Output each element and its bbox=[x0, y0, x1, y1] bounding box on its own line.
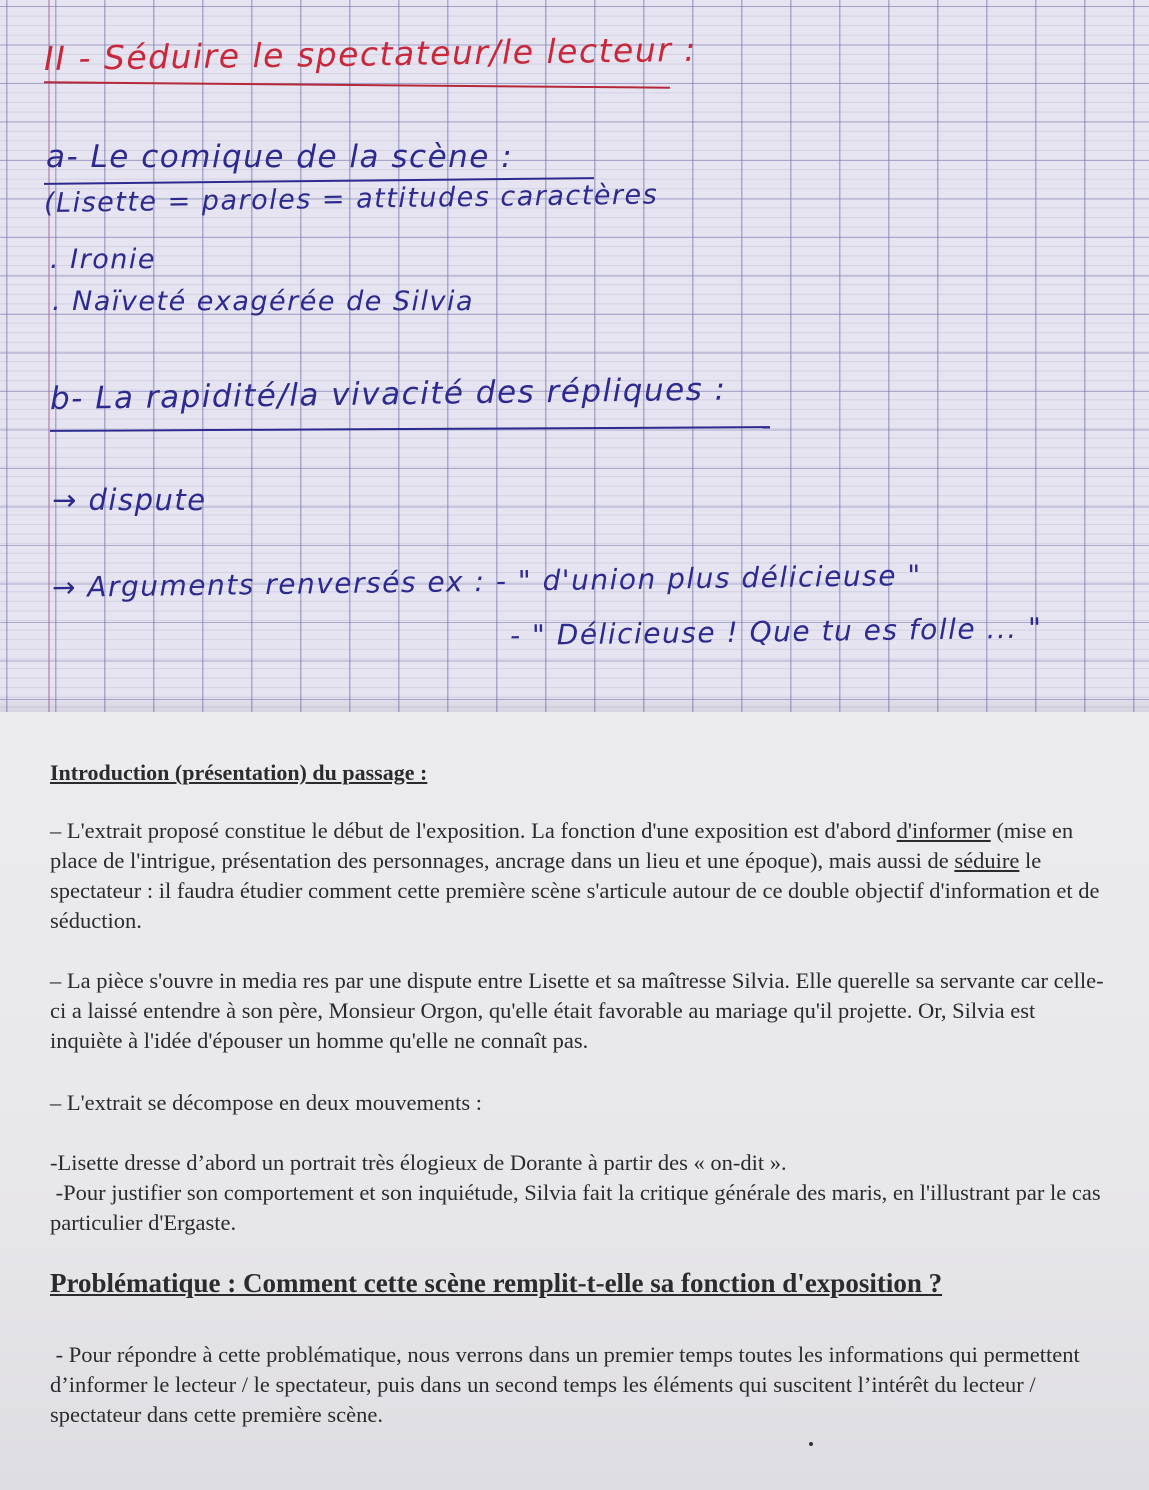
printed-sheet bbox=[0, 712, 1149, 1490]
paragraph-plan: - Pour répondre à cette problématique, nous verrons dans un premier temps toutes les informations qui permettent d’informer le lecteur / le spectateur, puis dans un second temps les éléments qui suscitent l’intérêt du lecteur / spectateur dans cette première scène. bbox=[50, 1342, 1086, 1427]
section-b-underline bbox=[50, 426, 770, 432]
section-a-bullet-ironie: . Ironie bbox=[50, 244, 156, 275]
section-b-item-example: - " Délicieuse ! Que tu es folle ... " bbox=[509, 611, 1043, 652]
paragraph-movements-list bbox=[50, 1148, 1110, 1238]
section-a-line1: (Lisette = paroles = attitudes caractères bbox=[43, 179, 659, 219]
paragraph-exposition bbox=[50, 816, 1110, 936]
section-b-item-arguments: → Arguments renversés ex : - " d'union plus délicieuse " bbox=[51, 558, 922, 604]
section-a-heading: a- Le comique de la scène : bbox=[46, 139, 514, 175]
section-b-item-dispute: → dispute bbox=[52, 483, 207, 517]
paragraph-exposition-part2: (mise en place de l'intrigue, présentation des personnages, ancrage dans un lieu et une époque), mais aussi de bbox=[50, 818, 1074, 873]
notes-title: II - Séduire le spectateur/le lecteur : bbox=[43, 29, 698, 78]
seduire-underlined: séduire bbox=[954, 848, 1020, 873]
paragraph-exposition-part3: le spectateur : il faudra étudier comment cette première scène s'articule autour de ce double objectif d'information et de séduction. bbox=[50, 848, 1100, 933]
section-a-bullet-naivete: . Naïveté exagérée de Silvia bbox=[52, 286, 475, 317]
notebook-page bbox=[0, 0, 1149, 712]
intro-heading: Introduction (présentation) du passage : bbox=[50, 760, 428, 785]
paragraph-mouvements: – L'extrait se décompose en deux mouvements : bbox=[50, 1090, 483, 1115]
margin-line bbox=[48, 0, 50, 712]
paragraph-dispute: – La pièce s'ouvre in media res par une dispute entre Lisette et sa maîtresse Silvia. Elle querelle sa servante car celle-ci a laissé entendre à son père, Monsieur Orgon, qu'elle était favorable au mariage qu'il projette. Or, Silvia est inquiète à l'idée d'épouser un homme qu'elle ne connaît pas. bbox=[50, 968, 1104, 1053]
paragraph-exposition-part1: – L'extrait proposé constitue le début de l'exposition. La fonction d'une exposition est d'abord bbox=[50, 818, 897, 843]
problematique-heading: Problématique : Comment cette scène remplit-t-elle sa fonction d'exposition ? bbox=[50, 1268, 943, 1298]
stray-dot bbox=[809, 1442, 813, 1446]
movement-2: -Pour justifier son comportement et son inquiétude, Silvia fait la critique générale des maris, en l'illustrant par le cas particulier d'Ergaste. bbox=[50, 1180, 1107, 1235]
notes-title-underline bbox=[44, 81, 670, 88]
informer-underlined: d'informer bbox=[896, 818, 991, 843]
section-b-heading: b- La rapidité/la vivacité des répliques : bbox=[49, 371, 727, 417]
movement-1: -Lisette dresse d’abord un portrait très élogieux de Dorante à partir des « on-dit ». bbox=[50, 1150, 787, 1175]
